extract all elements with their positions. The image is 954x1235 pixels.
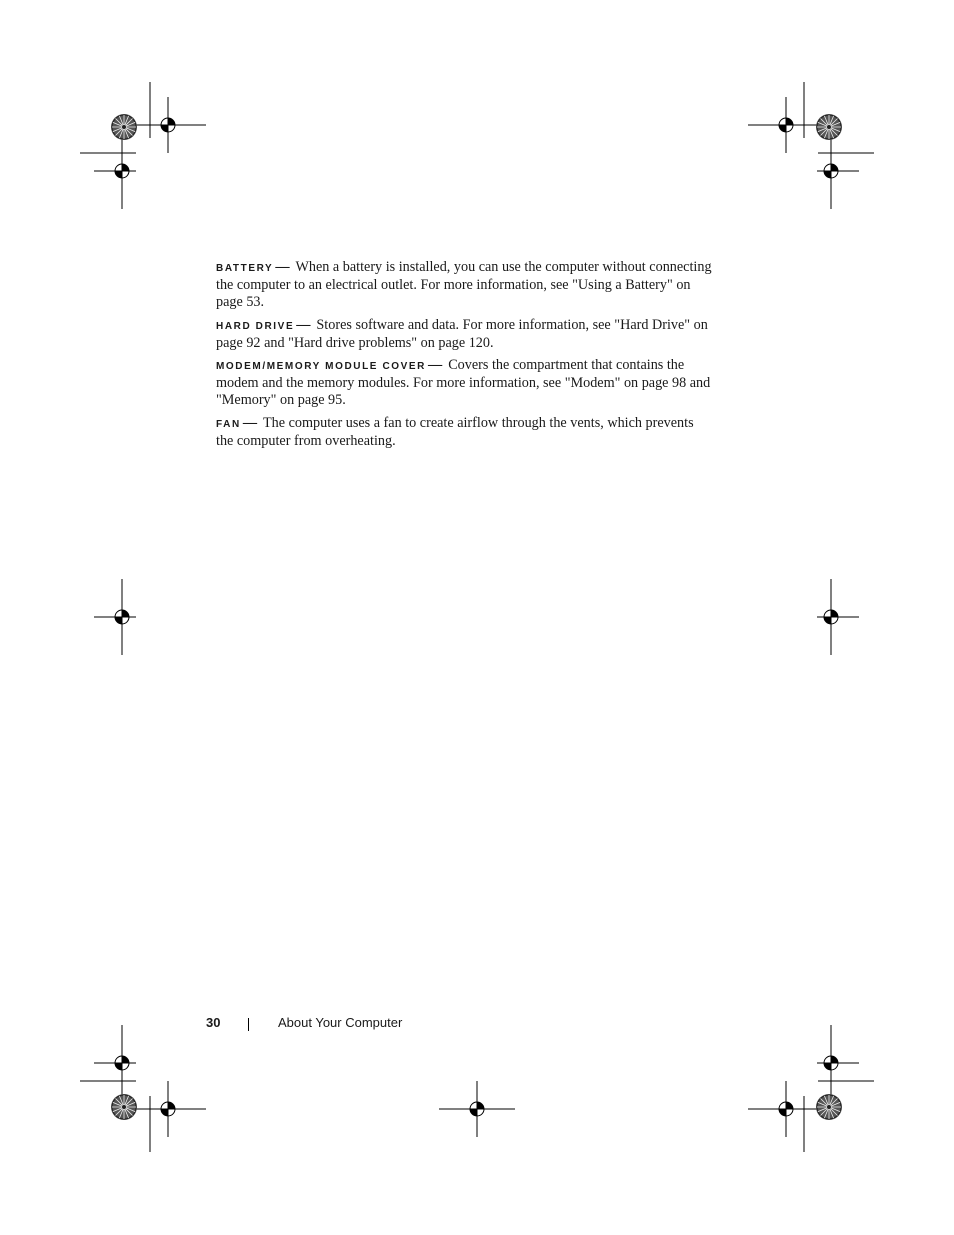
em-dash: — (296, 316, 311, 333)
definition-entry-fan (216, 415, 714, 450)
page-number: 30 (206, 1015, 221, 1030)
definition-text: Stores software and data. For more information, see "Hard Drive" on page 92 and "Hard drive problems" on page 120. (216, 316, 708, 351)
chapter-title: About Your Computer (278, 1015, 403, 1030)
definition-list (216, 259, 714, 455)
definition-entry-battery (216, 259, 714, 312)
definition-text: Covers the compartment that contains the modem and the memory modules. For more information, see "Modem" on page 98 and "Memory" on page 95. (216, 357, 711, 409)
definition-term: HARD DRIVE (216, 320, 295, 332)
em-dash: — (428, 357, 443, 374)
starburst-mark-icon (111, 1094, 137, 1120)
starburst-mark-icon (816, 1094, 842, 1120)
definition-text: When a battery is installed, you can use the computer without connecting the computer to an electrical outlet. For more information, see "Using a Battery" on page 53. (216, 259, 712, 311)
em-dash: — (275, 259, 290, 275)
footer-separator (248, 1018, 249, 1031)
starburst-mark-icon (111, 114, 137, 140)
em-dash: — (242, 414, 257, 431)
definition-term: MODEM/MEMORY MODULE COVER (216, 361, 427, 373)
starburst-mark-icon (816, 114, 842, 140)
definition-text: The computer uses a fan to create airflow through the vents, which prevents the computer from overheating. (216, 414, 694, 449)
definition-term: FAN (216, 418, 241, 430)
definition-entry-modem-memory-cover (216, 357, 714, 410)
definition-term: BATTERY (216, 263, 274, 274)
definition-entry-hard-drive (216, 317, 714, 352)
